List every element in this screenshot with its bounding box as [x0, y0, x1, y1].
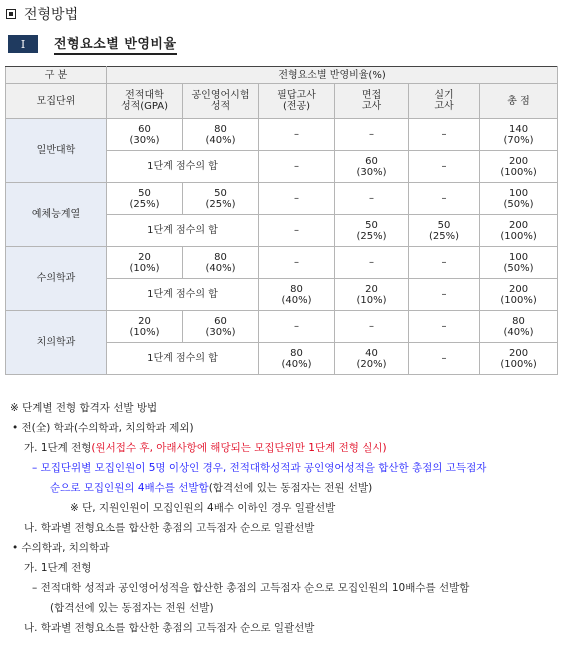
step1-condition: (원서접수 후, 아래사항에 해당되는 모집단위만 1단계 전형 실시): [91, 442, 387, 454]
cell-total: [480, 311, 558, 343]
cell-eng: [183, 119, 259, 151]
cell-text: 40: [365, 347, 378, 359]
cell-text: –: [441, 257, 447, 268]
cell-text: 성적(GPA): [120, 101, 169, 112]
cell-text: 성적: [210, 101, 231, 112]
ratio-table: [5, 66, 558, 375]
cell-practical: [409, 119, 480, 151]
col-header-unit: [6, 84, 107, 119]
cell-total: [480, 343, 558, 375]
cell-text: –: [441, 321, 447, 332]
vet-step1-rule-cont: (합격선에 있는 동점자는 전원 선발): [50, 602, 214, 614]
cell-interview: [335, 183, 409, 215]
cell-text: 50: [138, 187, 151, 199]
cell-text: 총 점: [507, 95, 530, 107]
cell-text: –: [369, 321, 374, 332]
cell-text: (100%): [500, 358, 537, 370]
cell-text: (100%): [500, 230, 537, 242]
cell-practical: [409, 311, 480, 343]
cell-text: (40%): [281, 294, 312, 306]
cell-text: 50: [365, 219, 378, 231]
header-gubun: 구 분: [6, 67, 107, 84]
section-title-text: 전형방법: [24, 7, 79, 23]
cell-text: 고사: [361, 101, 382, 112]
step1-heading: [24, 440, 387, 456]
cell-stage1-sum: 1단계 점수의 합: [107, 151, 259, 183]
cell-stage1-sum: 1단계 점수의 합: [107, 343, 259, 375]
cell-text: –: [369, 257, 374, 268]
cell-total: [480, 151, 558, 183]
cell-text: 실기: [434, 90, 454, 101]
col-header-practical: [409, 84, 480, 119]
vet-step1-rule: – 전적대학 성적과 공인영어성적을 합산한 총점의 고득점자 순으로 모집인원의 10배수를 선발함: [32, 582, 470, 594]
vet-step1-heading: 가. 1단계 전형: [24, 562, 92, 574]
col-header-english: [183, 84, 259, 119]
cell-gpa: [107, 311, 183, 343]
cell-text: 60: [138, 123, 151, 135]
cell-written: [259, 279, 335, 311]
cell-text: 200: [508, 219, 529, 231]
cell-text: –: [441, 193, 447, 204]
cell-text: –: [369, 129, 374, 140]
cell-text: –: [441, 289, 447, 300]
cell-text: (10%): [129, 326, 160, 338]
square-bullet-icon: [6, 9, 16, 19]
cell-text: 140: [508, 123, 529, 135]
cell-text: 100: [508, 187, 529, 199]
cell-text: 50: [437, 219, 451, 231]
cell-text: (100%): [500, 294, 537, 306]
cell-text: 필답고사: [277, 90, 316, 101]
cell-text: –: [369, 193, 374, 204]
table-row: [6, 119, 558, 151]
unit-cell: 예체능계열: [6, 183, 107, 247]
cell-total: [480, 183, 558, 215]
cell-practical: [409, 215, 480, 247]
cell-text: 80: [214, 123, 227, 135]
cell-eng: [183, 311, 259, 343]
cell-text: (30%): [129, 134, 160, 146]
cell-gpa: [107, 119, 183, 151]
roman-numeral-badge: Ⅰ: [8, 35, 38, 53]
cell-written: [259, 119, 335, 151]
cell-text: –: [294, 129, 299, 140]
notes-heading: ※ 단계별 전형 합격자 선발 방법: [10, 402, 158, 414]
cell-gpa: [107, 183, 183, 215]
table-row: [6, 311, 558, 343]
subsection-title-text: 전형요소별 반영비율: [54, 33, 177, 55]
cell-interview: [335, 311, 409, 343]
cell-text: –: [294, 321, 299, 332]
table-row: [6, 183, 558, 215]
cell-practical: [409, 247, 480, 279]
cell-total: [480, 279, 558, 311]
cell-interview: [335, 279, 409, 311]
unit-cell: 치의학과: [6, 311, 107, 375]
vet-step-b: 나. 학과별 전형요소를 합산한 총점의 고득점자 순으로 일괄선발: [24, 622, 315, 634]
cell-text: (50%): [503, 262, 534, 274]
cell-text: –: [294, 225, 299, 236]
cell-text: (30%): [205, 326, 236, 338]
cell-text: 80: [512, 315, 525, 327]
cell-text: 80: [290, 347, 303, 359]
cell-text: 20: [138, 315, 151, 327]
cell-gpa: [107, 247, 183, 279]
cell-text: (40%): [281, 358, 312, 370]
table-row: [6, 247, 558, 279]
subsection-title: [8, 34, 177, 54]
cell-text: 200: [508, 347, 529, 359]
cell-text: (25%): [205, 198, 236, 210]
cell-interview: [335, 215, 409, 247]
cell-text: 고사: [434, 101, 454, 112]
cell-written: [259, 215, 335, 247]
cell-text: –: [294, 161, 299, 172]
bullet-all-departments: • 전(全) 학과(수의학과, 치의학과 제외): [12, 422, 194, 434]
cell-text: 80: [290, 283, 303, 295]
cell-text: (전공): [282, 101, 311, 112]
unit-cell: 일반대학: [6, 119, 107, 183]
cell-text: (25%): [356, 230, 387, 242]
cell-text: –: [441, 129, 447, 140]
cell-interview: [335, 151, 409, 183]
cell-text: (40%): [205, 134, 236, 146]
cell-practical: [409, 183, 480, 215]
cell-text: –: [294, 257, 299, 268]
step1-label: 가. 1단계 전형: [24, 442, 92, 454]
bullet-vet-dental: • 수의학과, 치의학과: [12, 542, 110, 554]
cell-interview: [335, 343, 409, 375]
cell-practical: [409, 151, 480, 183]
cell-text: 공인영어시험: [191, 90, 250, 101]
cell-total: [480, 215, 558, 247]
col-header-total: [480, 84, 558, 119]
cell-written: [259, 151, 335, 183]
cell-text: 면접: [361, 90, 382, 101]
cell-text: (70%): [503, 134, 534, 146]
unit-cell: 수의학과: [6, 247, 107, 311]
section-title: [6, 4, 78, 24]
step1-rule: – 모집단위별 모집인원이 5명 이상인 경우, 전적대학성적과 공인영어성적을 합산한 총점의 고득점자: [32, 462, 487, 474]
cell-practical: [409, 279, 480, 311]
cell-text: (100%): [500, 166, 537, 178]
cell-written: [259, 247, 335, 279]
cell-text: –: [294, 193, 299, 204]
cell-text: (20%): [356, 358, 387, 370]
cell-text: 60: [365, 155, 378, 167]
cell-text: (10%): [356, 294, 387, 306]
cell-text: 100: [508, 251, 529, 263]
cell-text: 모집단위: [36, 95, 76, 107]
cell-text: 60: [214, 315, 227, 327]
col-header-interview: [335, 84, 409, 119]
cell-text: 20: [365, 283, 378, 295]
cell-text: (50%): [503, 198, 534, 210]
cell-text: 전적대학: [125, 90, 164, 101]
step1-rule-blue: 순으로 모집인원의 4배수를 선발함: [50, 482, 209, 494]
cell-total: [480, 247, 558, 279]
cell-eng: [183, 183, 259, 215]
cell-text: –: [441, 161, 447, 172]
step1-rule-cont: [50, 480, 372, 496]
cell-text: 50: [214, 187, 227, 199]
col-header-gpa: [107, 84, 183, 119]
cell-written: [259, 343, 335, 375]
cell-interview: [335, 119, 409, 151]
cell-practical: [409, 343, 480, 375]
cell-text: (25%): [129, 198, 160, 210]
header-ratio: 전형요소별 반영비율(%): [107, 67, 558, 84]
cell-text: (40%): [205, 262, 236, 274]
cell-text: (30%): [356, 166, 387, 178]
cell-written: [259, 311, 335, 343]
cell-interview: [335, 247, 409, 279]
cell-text: 200: [508, 155, 529, 167]
col-header-written: [259, 84, 335, 119]
cell-written: [259, 183, 335, 215]
cell-total: [480, 119, 558, 151]
cell-text: –: [441, 353, 447, 364]
cell-text: 200: [508, 283, 529, 295]
cell-text: 80: [214, 251, 227, 263]
cell-eng: [183, 247, 259, 279]
cell-stage1-sum: 1단계 점수의 합: [107, 279, 259, 311]
cell-text: (10%): [129, 262, 160, 274]
cell-text: (25%): [428, 230, 460, 242]
step1-rule-rest: (합격선에 있는 동점자는 전원 선발): [208, 482, 373, 494]
cell-stage1-sum: 1단계 점수의 합: [107, 215, 259, 247]
cell-text: 20: [138, 251, 151, 263]
step1-exception-note: ※ 단, 지원인원이 모집인원의 4배수 이하인 경우 일괄선발: [70, 502, 336, 514]
cell-text: (40%): [503, 326, 534, 338]
step-b-all: 나. 학과별 전형요소를 합산한 총점의 고득점자 순으로 일괄선발: [24, 522, 315, 534]
